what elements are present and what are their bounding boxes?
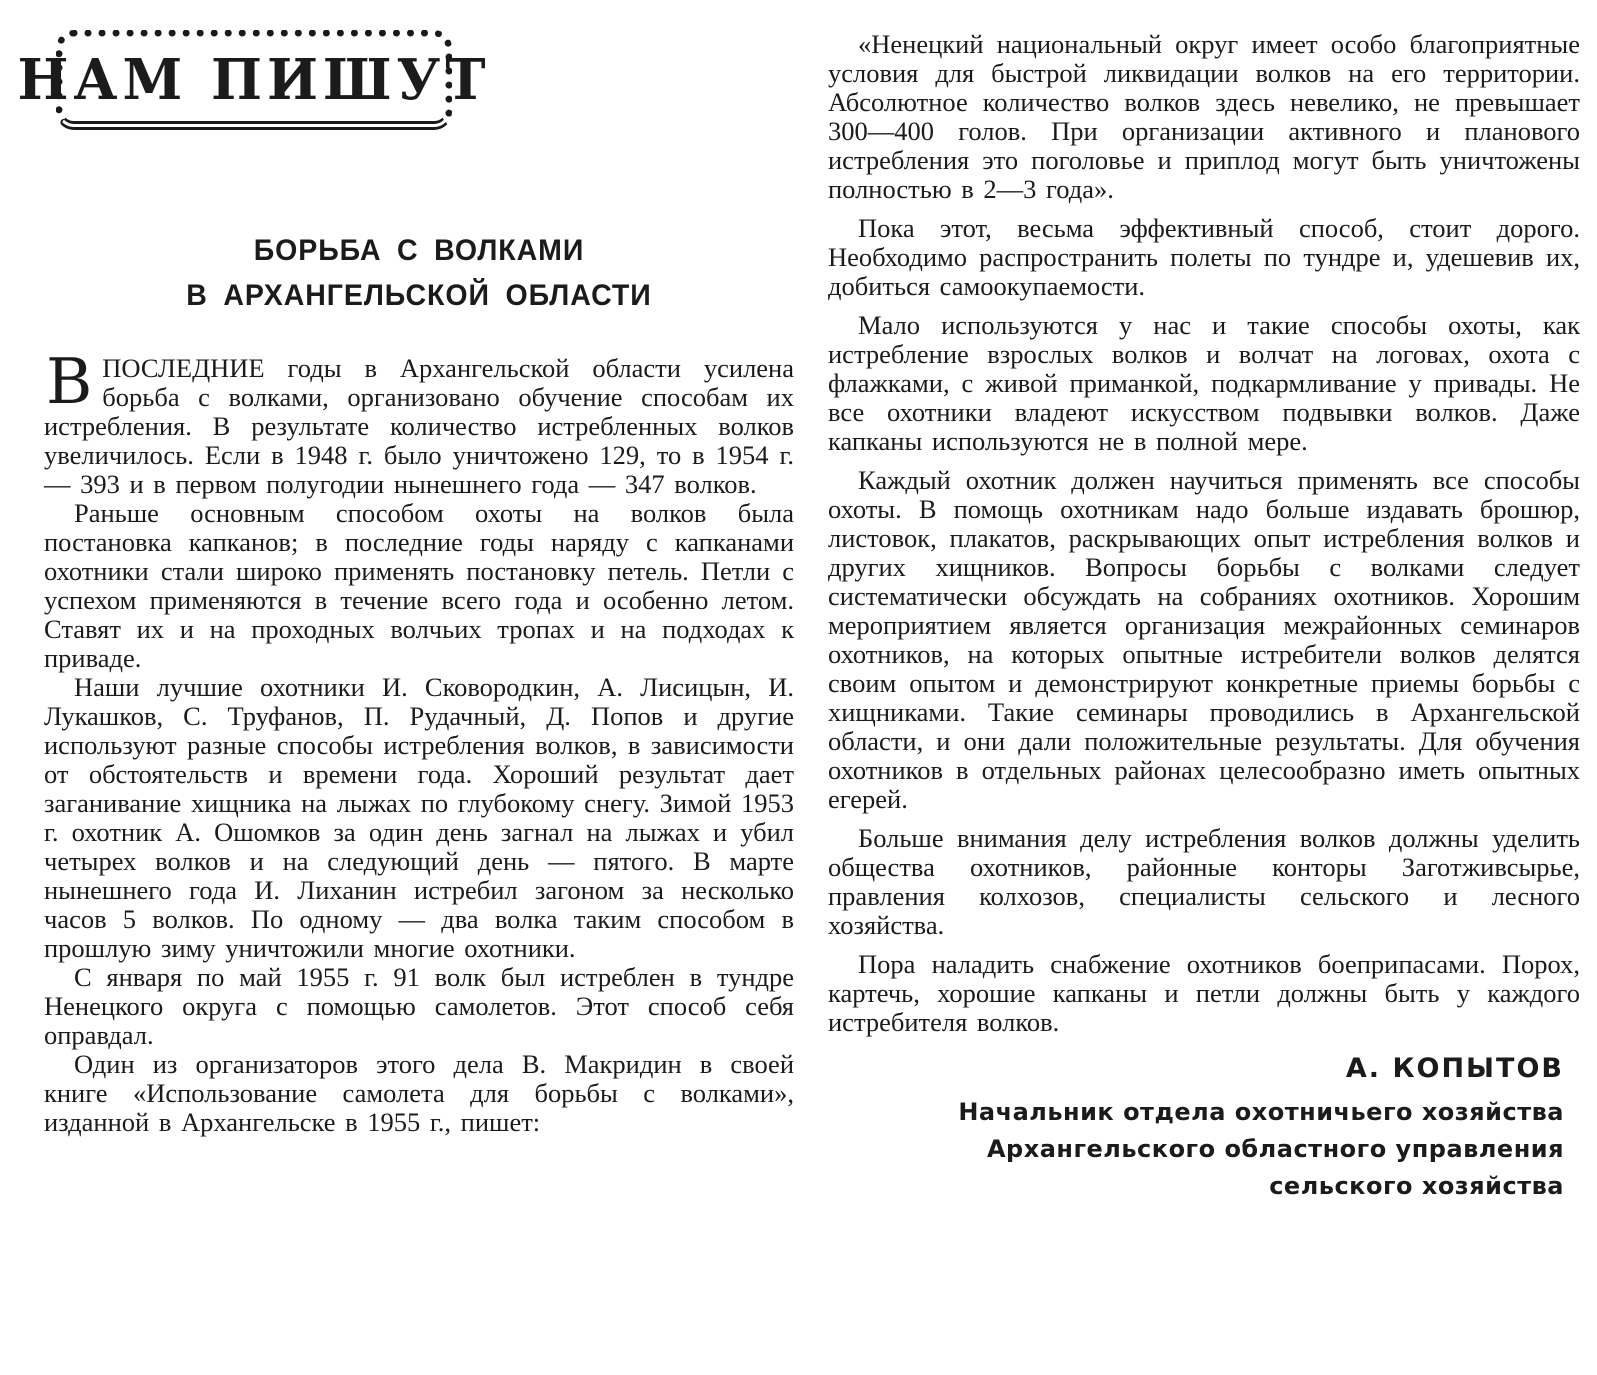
article-title-line-1: БОРЬБА С ВОЛКАМИ — [253, 234, 585, 267]
paragraph: Пока этот, весьма эффективный способ, стоит дорого. Необходимо распространить полеты по тундре и, удешевив их, добиться самоокупаемости. — [828, 213, 1580, 301]
right-column — [828, 30, 1580, 1205]
paragraph: С января по май 1955 г. 91 волк был истреблен в тундре Ненецкого округа с помощью самолетов. Этот способ себя оправдал. — [44, 962, 794, 1050]
signature-title-line-1: Начальник отдела охотничьего хозяйства — [958, 1098, 1564, 1126]
paragraph — [44, 345, 794, 499]
signature-title — [828, 1094, 1580, 1205]
signature-name: А. КОПЫТОВ — [1345, 1053, 1564, 1084]
paragraph: Наши лучшие охотники И. Сковородкин, А. Лисицын, И. Лукашков, С. Труфанов, П. Рудачный, Д. Попов и другие используют разные способы истребления волков, в зависимости от обстоятельств и времени года. Хороший результат дает заганивание хищника на лыжах по глубокому снегу. Зимой 1953 г. охотник А. Ошомков за один день загнал на лыжах и убил четырех волков и на следующий день — пятого. В марте нынешнего года И. Лиханин истребил загоном за несколько часов 5 волков. По одному — два волка таким способом в прошлую зиму уничтожили многие охотники. — [44, 672, 794, 963]
paragraph-text: ПОСЛЕДНИЕ годы в Архангельской области усилена борьба с волками, организовано обучение способам их истребления. В результате количество истребленных волков увеличилось. Если в 1948 г. было уничтожено 129, то в 1954 г. — 393 и в первом полугодии нынешнего года — 347 волков. — [44, 353, 794, 499]
paragraph: Раньше основным способом охоты на волков была постановка капканов; в последние годы наряду с капканами охотники стали широко применять постановку петель. Петли с успехом применяются в течение всего года и особенно летом. Ставят их и на проходных волчьих тропах и на подходах к приваде. — [44, 498, 794, 673]
paragraph: «Ненецкий национальный округ имеет особо благоприятные условия для быстрой ликвидации волков на его территории. Абсолютное количество волков здесь невелико, не превышает 300—400 голов. При организации активного и планового истребления это поголовье и приплод могут быть уничтожены полностью в 2—3 года». — [828, 29, 1580, 204]
paragraph: Больше внимания делу истребления волков должны уделить общества охотников, районные конторы Заготживсырье, правления колхозов, специалисты сельского и лесного хозяйства. — [828, 823, 1580, 940]
left-column — [17, 30, 794, 1137]
article-title-line-2: В АРХАНГЕЛЬСКОЙ ОБЛАСТИ — [186, 279, 652, 312]
paragraph: Один из организаторов этого дела В. Макридин в своей книге «Использование самолета для борьбы с волками», изданной в Архангельске в 1955 г., пишет: — [44, 1049, 794, 1137]
paragraph: Пора наладить снабжение охотников боеприпасами. Порох, картечь, хорошие капканы и петли должны быть у каждого истребителя волков. — [828, 949, 1580, 1037]
signature-title-line-2: Архангельского областного управления — [986, 1135, 1564, 1163]
article-title — [63, 228, 776, 318]
masthead-label: НАМ ПИШУТ — [17, 45, 491, 113]
signature-title-line-3: сельского хозяйства — [1269, 1172, 1564, 1200]
paragraph: Мало используются у нас и такие способы охоты, как истребление взрослых волков и волчат на логовах, охота с флажками, с живой приманкой, подкармливание у привады. Не все охотники владеют искусством подвывки волков. Даже капканы используются не в полной мере. — [828, 310, 1580, 456]
paragraph: Каждый охотник должен научиться применять все способы охоты. В помощь охотникам надо больше издавать брошюр, листовок, плакатов, раскрывающих опыт истребления волков и других хищников. Вопросы борьбы с волками следует систематически обсуждать на собраниях охотников. Хорошим мероприятием является организация межрайонных семинаров охотников, на которых опытные истребители волков делятся своим опытом и демонстрируют конкретные приемы борьбы с хищниками. Такие семинары проводились в Архангельской области, и они дали положительные результаты. Для обучения охотников в отдельных районах целесообразно иметь опытных егерей. — [828, 465, 1580, 814]
masthead-box — [17, 30, 491, 130]
drop-cap: В — [46, 345, 93, 418]
